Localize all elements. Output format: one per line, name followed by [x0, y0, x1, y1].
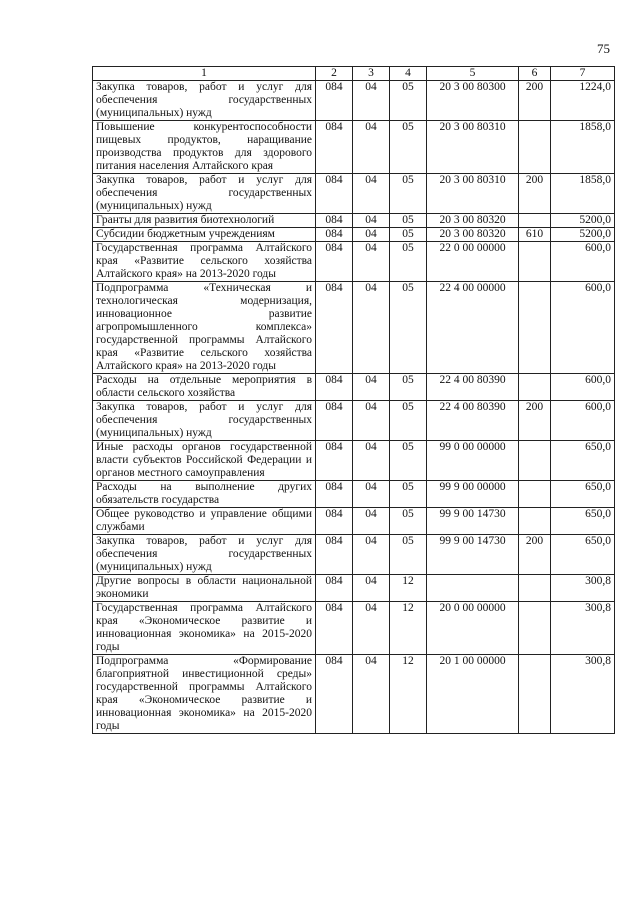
section-code-cell: 04 [353, 508, 390, 535]
section-code-cell: 04 [353, 282, 390, 374]
item-name-cell: Подпрограмма «Техническая и технологическая модернизация, инновационное развитие агропромышленного комплекса» государственной программы Алтайского края «Развитие сельского хозяйства Алтайского края» на 2013-2020 годы [93, 282, 316, 374]
table-row [93, 401, 615, 441]
expense-type-code-cell: 200 [519, 81, 551, 121]
item-name-cell: Общее руководство и управление общими службами [93, 508, 316, 535]
ministry-code-cell: 084 [316, 228, 353, 242]
amount-cell: 5200,0 [551, 214, 615, 228]
item-name-cell: Государственная программа Алтайского края «Экономическое развитие и инновационная экономика» на 2015-2020 годы [93, 602, 316, 655]
column-number-row [93, 67, 615, 81]
ministry-code-cell: 084 [316, 374, 353, 401]
budget-table [92, 66, 615, 734]
expense-type-code-cell [519, 374, 551, 401]
target-article-code-cell: 22 4 00 00000 [427, 282, 519, 374]
ministry-code-cell: 084 [316, 602, 353, 655]
target-article-code-cell: 20 0 00 00000 [427, 602, 519, 655]
expense-type-code-cell [519, 121, 551, 174]
item-name-cell: Закупка товаров, работ и услуг для обеспечения государственных (муниципальных) нужд [93, 401, 316, 441]
table-row [93, 655, 615, 734]
amount-cell: 1858,0 [551, 121, 615, 174]
section-code-cell: 04 [353, 121, 390, 174]
subsection-code-cell: 05 [390, 441, 427, 481]
amount-cell: 650,0 [551, 535, 615, 575]
item-name-cell: Повышение конкурентоспособности пищевых продуктов, наращивание производства продуктов для здорового питания населения Алтайского края [93, 121, 316, 174]
expense-type-code-cell: 200 [519, 535, 551, 575]
ministry-code-cell: 084 [316, 174, 353, 214]
amount-cell: 600,0 [551, 374, 615, 401]
subsection-code-cell: 05 [390, 508, 427, 535]
item-name-cell: Расходы на выполнение других обязательств государства [93, 481, 316, 508]
subsection-code-cell: 05 [390, 81, 427, 121]
section-code-cell: 04 [353, 214, 390, 228]
ministry-code-cell: 084 [316, 508, 353, 535]
amount-cell: 5200,0 [551, 228, 615, 242]
target-article-code-cell: 99 0 00 00000 [427, 441, 519, 481]
ministry-code-cell: 084 [316, 535, 353, 575]
target-article-code-cell: 20 3 00 80310 [427, 121, 519, 174]
expense-type-code-cell [519, 242, 551, 282]
amount-cell: 1858,0 [551, 174, 615, 214]
item-name-cell: Государственная программа Алтайского края «Развитие сельского хозяйства Алтайского края» на 2013-2020 годы [93, 242, 316, 282]
item-name-cell: Другие вопросы в области национальной экономики [93, 575, 316, 602]
ministry-code-cell: 084 [316, 121, 353, 174]
table-row [93, 242, 615, 282]
target-article-code-cell: 20 3 00 80320 [427, 228, 519, 242]
target-article-code-cell: 99 9 00 00000 [427, 481, 519, 508]
subsection-code-cell: 05 [390, 228, 427, 242]
target-article-code-cell: 22 4 00 80390 [427, 401, 519, 441]
expense-type-code-cell [519, 282, 551, 374]
target-article-code-cell: 99 9 00 14730 [427, 535, 519, 575]
item-name-cell: Иные расходы органов государственной власти субъектов Российской Федерации и органов местного самоуправления [93, 441, 316, 481]
ministry-code-cell: 084 [316, 401, 353, 441]
expense-type-code-cell [519, 441, 551, 481]
section-code-cell: 04 [353, 401, 390, 441]
subsection-code-cell: 05 [390, 121, 427, 174]
ministry-code-cell: 084 [316, 655, 353, 734]
subsection-code-cell: 12 [390, 575, 427, 602]
table-row [93, 81, 615, 121]
section-code-cell: 04 [353, 374, 390, 401]
expense-type-code-cell [519, 602, 551, 655]
table-row [93, 214, 615, 228]
section-code-cell: 04 [353, 228, 390, 242]
item-name-cell: Субсидии бюджетным учреждениям [93, 228, 316, 242]
amount-cell: 300,8 [551, 575, 615, 602]
subsection-code-cell: 05 [390, 481, 427, 508]
target-article-code-cell [427, 575, 519, 602]
item-name-cell: Подпрограмма «Формирование благоприятной инвестиционной среды» государственной программы Алтайского края «Экономическое развитие и инновационная экономика» на 2015-2020 годы [93, 655, 316, 734]
item-name-cell: Закупка товаров, работ и услуг для обеспечения государственных (муниципальных) нужд [93, 535, 316, 575]
table-row [93, 228, 615, 242]
ministry-code-cell: 084 [316, 81, 353, 121]
column-header: 7 [551, 67, 615, 81]
amount-cell: 650,0 [551, 481, 615, 508]
expense-type-code-cell [519, 655, 551, 734]
amount-cell: 300,8 [551, 602, 615, 655]
target-article-code-cell: 20 1 00 00000 [427, 655, 519, 734]
expense-type-code-cell [519, 508, 551, 535]
page-number: 75 [597, 41, 610, 56]
ministry-code-cell: 084 [316, 282, 353, 374]
item-name-cell: Закупка товаров, работ и услуг для обеспечения государственных (муниципальных) нужд [93, 81, 316, 121]
expense-type-code-cell [519, 481, 551, 508]
section-code-cell: 04 [353, 575, 390, 602]
table-row [93, 575, 615, 602]
amount-cell: 650,0 [551, 441, 615, 481]
ministry-code-cell: 084 [316, 242, 353, 282]
expense-type-code-cell: 200 [519, 174, 551, 214]
item-name-cell: Гранты для развития биотехнологий [93, 214, 316, 228]
column-header: 5 [427, 67, 519, 81]
subsection-code-cell: 05 [390, 242, 427, 282]
target-article-code-cell: 22 0 00 00000 [427, 242, 519, 282]
section-code-cell: 04 [353, 441, 390, 481]
target-article-code-cell: 20 3 00 80300 [427, 81, 519, 121]
amount-cell: 300,8 [551, 655, 615, 734]
table-row [93, 174, 615, 214]
expense-type-code-cell: 610 [519, 228, 551, 242]
table-row [93, 374, 615, 401]
table-row [93, 282, 615, 374]
subsection-code-cell: 05 [390, 374, 427, 401]
ministry-code-cell: 084 [316, 481, 353, 508]
table-row [93, 602, 615, 655]
target-article-code-cell: 20 3 00 80310 [427, 174, 519, 214]
ministry-code-cell: 084 [316, 575, 353, 602]
subsection-code-cell: 05 [390, 214, 427, 228]
column-header: 6 [519, 67, 551, 81]
subsection-code-cell: 12 [390, 602, 427, 655]
table-row [93, 121, 615, 174]
section-code-cell: 04 [353, 655, 390, 734]
table-row [93, 508, 615, 535]
amount-cell: 600,0 [551, 242, 615, 282]
amount-cell: 600,0 [551, 282, 615, 374]
section-code-cell: 04 [353, 535, 390, 575]
amount-cell: 650,0 [551, 508, 615, 535]
table-row [93, 481, 615, 508]
section-code-cell: 04 [353, 81, 390, 121]
column-header: 4 [390, 67, 427, 81]
table-row [93, 535, 615, 575]
column-header: 2 [316, 67, 353, 81]
item-name-cell: Расходы на отдельные мероприятия в области сельского хозяйства [93, 374, 316, 401]
section-code-cell: 04 [353, 602, 390, 655]
target-article-code-cell: 22 4 00 80390 [427, 374, 519, 401]
item-name-cell: Закупка товаров, работ и услуг для обеспечения государственных (муниципальных) нужд [93, 174, 316, 214]
table-row [93, 441, 615, 481]
column-header: 3 [353, 67, 390, 81]
expense-type-code-cell: 200 [519, 401, 551, 441]
subsection-code-cell: 05 [390, 174, 427, 214]
subsection-code-cell: 05 [390, 401, 427, 441]
section-code-cell: 04 [353, 242, 390, 282]
amount-cell: 1224,0 [551, 81, 615, 121]
subsection-code-cell: 12 [390, 655, 427, 734]
expense-type-code-cell [519, 575, 551, 602]
subsection-code-cell: 05 [390, 535, 427, 575]
amount-cell: 600,0 [551, 401, 615, 441]
target-article-code-cell: 20 3 00 80320 [427, 214, 519, 228]
expense-type-code-cell [519, 214, 551, 228]
subsection-code-cell: 05 [390, 282, 427, 374]
section-code-cell: 04 [353, 174, 390, 214]
section-code-cell: 04 [353, 481, 390, 508]
ministry-code-cell: 084 [316, 214, 353, 228]
target-article-code-cell: 99 9 00 14730 [427, 508, 519, 535]
column-header: 1 [93, 67, 316, 81]
ministry-code-cell: 084 [316, 441, 353, 481]
